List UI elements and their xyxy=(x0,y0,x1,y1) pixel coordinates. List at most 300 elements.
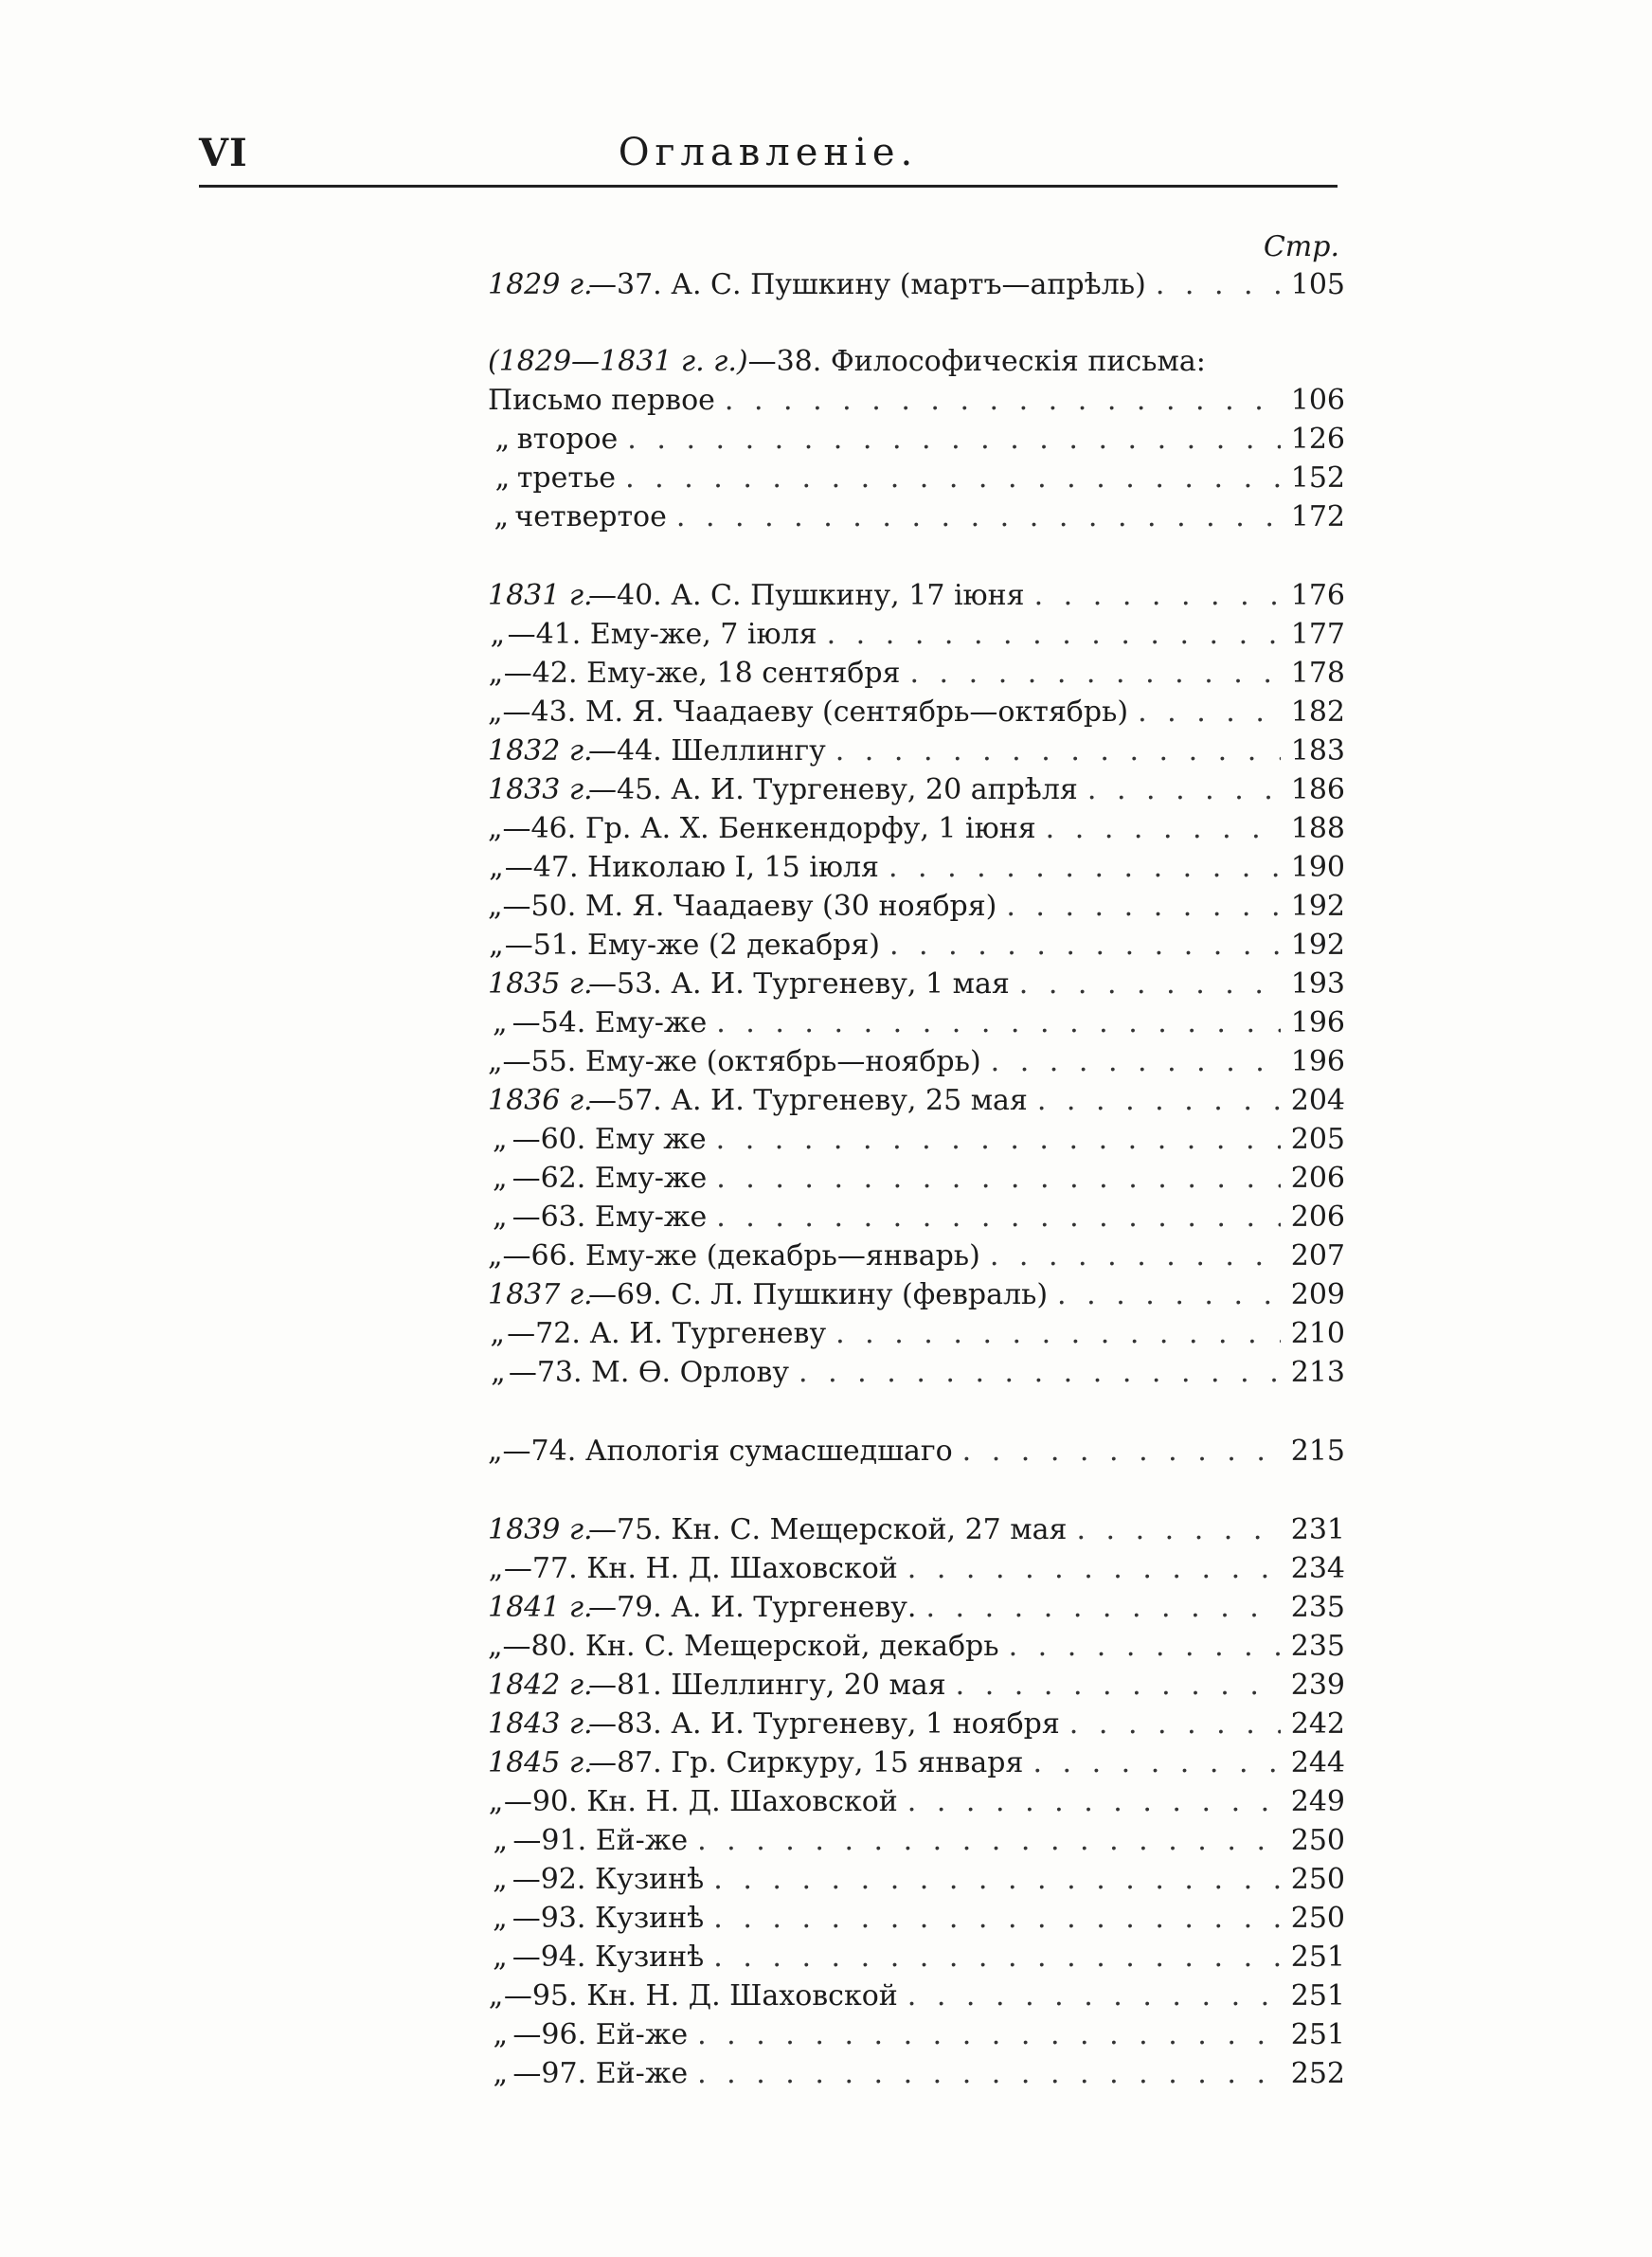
toc-row xyxy=(488,887,1345,926)
toc-dash: — xyxy=(588,734,617,767)
toc-year: 1842 г. xyxy=(488,1669,593,1702)
toc-title: А. С. Пушкину (мартъ—апрѣль) xyxy=(671,268,1146,301)
toc-number: 87. xyxy=(617,1746,662,1779)
toc-number: 73. xyxy=(536,1356,583,1389)
toc-number: 75. xyxy=(617,1513,662,1546)
toc-year: 1835 г. xyxy=(488,967,593,1001)
toc-number: 69. xyxy=(617,1278,662,1311)
toc-title: М. Ѳ. Орлову xyxy=(591,1356,790,1389)
toc-entry xyxy=(541,2054,688,2093)
toc-row xyxy=(488,693,1345,731)
toc-entry xyxy=(617,965,1010,1003)
ditto-mark: „ xyxy=(494,461,511,495)
toc-number: 62. xyxy=(540,1162,586,1195)
toc-row xyxy=(488,770,1345,809)
toc-page: 251 xyxy=(1290,1941,1345,1974)
leader-dots xyxy=(962,1432,1281,1471)
toc-dash: — xyxy=(512,1201,541,1234)
toc-number: 53. xyxy=(617,967,662,1001)
toc-dash: — xyxy=(588,1513,617,1546)
toc-title: Кузинѣ xyxy=(594,1863,705,1896)
toc-entry xyxy=(541,1198,708,1237)
toc-entry xyxy=(532,654,901,693)
toc-number: 66. xyxy=(530,1239,577,1273)
toc-title: Ему-же xyxy=(594,1162,708,1195)
toc-page: 235 xyxy=(1290,1630,1345,1663)
toc-row xyxy=(488,731,1345,770)
toc-row xyxy=(488,615,1345,654)
toc-dash: — xyxy=(507,1317,536,1350)
leader-dots xyxy=(990,1237,1281,1275)
leader-dots xyxy=(1032,1743,1281,1782)
leader-dots xyxy=(625,459,1281,497)
toc-row xyxy=(488,1275,1345,1314)
toc-year: 1837 г. xyxy=(488,1278,593,1311)
toc-title: Ей-же xyxy=(595,2018,689,2051)
toc-row xyxy=(488,265,1345,304)
toc-row xyxy=(488,1821,1345,1860)
toc-page: 152 xyxy=(1290,461,1345,495)
toc-row xyxy=(488,1743,1345,1782)
toc-row xyxy=(488,1666,1345,1705)
toc-year: „ xyxy=(490,618,506,651)
toc-title: Шеллингу xyxy=(671,734,826,767)
leader-dots xyxy=(907,1549,1281,1588)
toc-title: Николаю I, 15 іюля xyxy=(587,851,879,884)
leader-dots xyxy=(697,2054,1281,2093)
toc-page: 176 xyxy=(1290,579,1345,612)
toc-number: 54. xyxy=(540,1006,586,1039)
header-rule xyxy=(199,185,1338,188)
toc-page: 250 xyxy=(1290,1902,1345,1935)
toc-entry xyxy=(541,1860,705,1899)
toc-dash: — xyxy=(502,1239,531,1273)
toc-dash: — xyxy=(507,618,536,651)
toc-title: Кн. Н. Д. Шаховской xyxy=(586,1785,898,1818)
toc-row xyxy=(488,926,1345,965)
toc-row xyxy=(488,848,1345,887)
toc-entry xyxy=(531,1237,980,1275)
toc-dash: — xyxy=(512,1902,541,1935)
toc-dash: — xyxy=(588,1591,617,1624)
toc-entry xyxy=(531,887,997,926)
leader-dots xyxy=(1019,965,1281,1003)
toc-dash: — xyxy=(502,890,531,923)
toc-page: 242 xyxy=(1290,1707,1345,1741)
toc-number: 44. xyxy=(617,734,662,767)
toc-year: „ xyxy=(489,929,504,962)
toc-dash: — xyxy=(588,1669,617,1702)
toc-title: Ей-же xyxy=(595,1824,689,1857)
toc-title: Ему-же, 18 сентября xyxy=(586,657,901,690)
toc-year: „ xyxy=(493,1006,508,1039)
toc-row xyxy=(488,1353,1345,1392)
toc-row xyxy=(488,1159,1345,1198)
toc-year: 1843 г. xyxy=(488,1707,593,1741)
toc-title: Апологія сумасшедшаго xyxy=(584,1435,953,1468)
toc-entry xyxy=(541,2015,688,2054)
toc-year: „ xyxy=(493,1162,508,1195)
toc-row xyxy=(488,1314,1345,1353)
leader-dots xyxy=(676,497,1281,536)
leader-dots xyxy=(1069,1705,1281,1743)
toc-dash: — xyxy=(502,1435,531,1468)
toc-number: 60. xyxy=(540,1123,586,1156)
toc-year: „ xyxy=(488,1979,504,2013)
toc-row xyxy=(488,420,1345,459)
leader-dots xyxy=(716,1159,1281,1198)
toc-title: Шеллингу, 20 мая xyxy=(671,1669,946,1702)
toc-page: 106 xyxy=(1290,384,1345,417)
toc-row xyxy=(488,1977,1345,2015)
toc-dash: — xyxy=(588,1084,617,1117)
toc-number: 74. xyxy=(530,1435,577,1468)
toc-title: третье xyxy=(516,461,617,495)
toc-page: 234 xyxy=(1290,1552,1345,1585)
toc-page: 205 xyxy=(1290,1123,1345,1156)
leader-dots xyxy=(889,848,1281,887)
toc-number: 91. xyxy=(541,1824,587,1857)
toc-dash: — xyxy=(588,773,617,806)
leader-dots xyxy=(1087,770,1281,809)
toc-page: 215 xyxy=(1290,1435,1345,1468)
leader-dots xyxy=(697,2015,1281,2054)
page-column-label: Стр. xyxy=(1263,230,1339,263)
toc-page: 244 xyxy=(1290,1746,1345,1779)
toc-dash: — xyxy=(512,1863,541,1896)
leader-dots xyxy=(716,1120,1281,1159)
toc-number: 95. xyxy=(531,1979,578,2013)
leader-dots xyxy=(713,1899,1281,1938)
toc-dash: — xyxy=(512,2057,542,2090)
toc-dash: — xyxy=(588,967,617,1001)
toc-page: 252 xyxy=(1290,2057,1345,2090)
leader-dots xyxy=(697,1821,1281,1860)
toc-number: 55. xyxy=(530,1045,577,1078)
toc-row xyxy=(488,497,1345,536)
toc-row xyxy=(488,1003,1345,1042)
toc-row xyxy=(488,1510,1345,1549)
toc-page: 210 xyxy=(1290,1317,1345,1350)
leader-dots xyxy=(716,1003,1281,1042)
toc-row xyxy=(488,1549,1345,1588)
toc-page: 235 xyxy=(1290,1591,1345,1624)
leader-dots xyxy=(627,420,1281,459)
toc-number: 81. xyxy=(617,1669,662,1702)
leader-dots xyxy=(907,1782,1281,1821)
toc-entry xyxy=(541,1120,707,1159)
toc-entry xyxy=(617,1588,916,1627)
toc-entry xyxy=(531,1627,999,1666)
toc-year: „ xyxy=(488,890,503,923)
toc-year: „ xyxy=(493,1902,508,1935)
toc-entry xyxy=(617,770,1078,809)
leader-dots xyxy=(1046,809,1281,848)
toc-title: четвертое xyxy=(514,500,667,533)
toc-dash: — xyxy=(503,1552,532,1585)
table-of-contents xyxy=(488,229,1345,2093)
toc-title: А. И. Тургеневу, 1 мая xyxy=(671,967,1010,1001)
toc-year: 1841 г. xyxy=(488,1591,593,1624)
toc-entry xyxy=(535,1314,826,1353)
toc-dash: — xyxy=(512,1162,541,1195)
toc-number: 77. xyxy=(531,1552,578,1585)
toc-year: „ xyxy=(493,2057,508,2090)
toc-row xyxy=(488,1705,1345,1743)
toc-number: 96. xyxy=(541,2018,587,2051)
toc-row xyxy=(488,381,1345,420)
toc-page: 105 xyxy=(1290,268,1345,301)
toc-year: 1839 г. xyxy=(488,1513,593,1546)
leader-dots xyxy=(1057,1275,1281,1314)
toc-year: „ xyxy=(488,695,503,729)
toc-number: 79. xyxy=(617,1591,662,1624)
toc-year: 1831 г. xyxy=(488,579,593,612)
toc-dash: — xyxy=(503,657,532,690)
toc-page: 126 xyxy=(1290,423,1345,456)
toc-dash: — xyxy=(502,695,531,729)
toc-row xyxy=(488,1627,1345,1666)
toc-row xyxy=(488,459,1345,497)
toc-number: 63. xyxy=(540,1201,586,1234)
toc-title: А. И. Тургеневу, 20 апрѣля xyxy=(671,773,1078,806)
toc-dash: — xyxy=(588,1278,617,1311)
toc-year: 1832 г. xyxy=(488,734,593,767)
leader-dots xyxy=(835,1314,1281,1353)
toc-year: „ xyxy=(493,1941,508,1974)
toc-title: Ему-же (декабрь—январь) xyxy=(584,1239,980,1273)
toc-title: Кн. Н. Д. Шаховской xyxy=(586,1979,898,2013)
toc-dash: — xyxy=(504,851,533,884)
leader-dots xyxy=(1034,576,1281,615)
toc-entry xyxy=(541,1003,708,1042)
toc-row xyxy=(488,1120,1345,1159)
toc-page: 250 xyxy=(1290,1824,1345,1857)
toc-number: 97. xyxy=(541,2057,587,2090)
toc-number: 40. xyxy=(617,579,662,612)
toc-page: 239 xyxy=(1290,1669,1345,1702)
toc-dash: — xyxy=(503,1785,532,1818)
leader-dots xyxy=(713,1938,1281,1977)
toc-entry xyxy=(617,1666,946,1705)
toc-year: „ xyxy=(491,1356,506,1389)
toc-year: „ xyxy=(493,2018,508,2051)
toc-title: Кузинѣ xyxy=(594,1941,705,1974)
toc-number: 42. xyxy=(531,657,578,690)
leader-dots xyxy=(835,731,1281,770)
leader-dots xyxy=(827,615,1281,654)
toc-dash: — xyxy=(512,1123,541,1156)
toc-dash: — xyxy=(504,929,533,962)
toc-number: 80. xyxy=(530,1630,577,1663)
toc-entry xyxy=(617,265,1146,304)
toc-heading-years: (1829—1831 г. г.) xyxy=(488,345,748,378)
toc-year: „ xyxy=(488,1630,503,1663)
toc-entry xyxy=(532,1782,898,1821)
toc-entry xyxy=(531,693,1129,731)
toc-dash: — xyxy=(512,1006,541,1039)
ditto-mark: „ xyxy=(494,423,511,456)
toc-row xyxy=(488,809,1345,848)
toc-title: С. Л. Пушкину (февраль) xyxy=(671,1278,1049,1311)
toc-title: Гр. Сиркуру, 15 января xyxy=(671,1746,1024,1779)
toc-page: 172 xyxy=(1290,500,1345,533)
toc-row xyxy=(488,654,1345,693)
toc-year: „ xyxy=(488,812,503,845)
toc-year: „ xyxy=(488,1785,504,1818)
toc-title: Ей-же xyxy=(595,2057,689,2090)
toc-page: 192 xyxy=(1290,929,1345,962)
toc-row xyxy=(488,1899,1345,1938)
toc-row xyxy=(488,1938,1345,1977)
toc-row xyxy=(488,1860,1345,1899)
leader-dots xyxy=(889,926,1281,965)
leader-dots xyxy=(1006,887,1281,926)
leader-dots xyxy=(799,1353,1281,1392)
leader-dots xyxy=(991,1042,1281,1081)
toc-number: 93. xyxy=(540,1902,586,1935)
toc-dash: — xyxy=(508,1356,537,1389)
toc-page: 206 xyxy=(1290,1162,1345,1195)
ditto-mark: „ xyxy=(494,500,509,533)
toc-dash: — xyxy=(512,1824,542,1857)
toc-entry xyxy=(537,1353,789,1392)
toc-page: 207 xyxy=(1290,1239,1345,1273)
toc-dash: — xyxy=(503,1979,532,2013)
toc-entry xyxy=(531,1432,953,1471)
toc-entry xyxy=(617,1081,1028,1120)
leader-dots xyxy=(1037,1081,1281,1120)
toc-dash: — xyxy=(588,1746,617,1779)
toc-year: „ xyxy=(493,1123,508,1156)
toc-heading-text: —38. Философическія письма: xyxy=(747,345,1206,378)
toc-year: „ xyxy=(488,1045,503,1078)
toc-year: „ xyxy=(493,1824,508,1857)
toc-number: 46. xyxy=(530,812,577,845)
toc-number: 50. xyxy=(530,890,577,923)
toc-row xyxy=(488,1042,1345,1081)
toc-row xyxy=(488,965,1345,1003)
toc-title: Ему-же xyxy=(594,1201,708,1234)
leader-dots xyxy=(956,1666,1281,1705)
toc-page: 251 xyxy=(1290,2018,1345,2051)
toc-heading xyxy=(488,342,1345,381)
toc-page: 251 xyxy=(1290,1979,1345,2013)
toc-title: Кн. С. Мещерской, 27 мая xyxy=(671,1513,1068,1546)
toc-entry xyxy=(531,809,1036,848)
toc-number: 72. xyxy=(535,1317,581,1350)
toc-entry xyxy=(541,1899,705,1938)
toc-entry xyxy=(617,1275,1048,1314)
toc-page: 193 xyxy=(1290,967,1345,1001)
leader-dots xyxy=(713,1860,1281,1899)
toc-entry xyxy=(532,1977,898,2015)
toc-title: Кн. С. Мещерской, декабрь xyxy=(584,1630,999,1663)
leader-dots xyxy=(716,1198,1281,1237)
toc-entry xyxy=(532,1549,898,1588)
toc-dash: — xyxy=(512,1941,541,1974)
toc-entry xyxy=(541,1938,705,1977)
toc-entry xyxy=(533,848,879,887)
toc-page: 190 xyxy=(1290,851,1345,884)
toc-title: Ему-же, 7 іюля xyxy=(589,618,817,651)
leader-dots xyxy=(1156,265,1281,304)
toc-entry xyxy=(617,576,1025,615)
leader-dots xyxy=(907,1977,1281,2015)
running-title: Оглавленіе. xyxy=(618,131,919,174)
toc-year: „ xyxy=(490,1317,505,1350)
toc-row xyxy=(488,2015,1345,2054)
leader-dots xyxy=(725,381,1281,420)
leader-dots xyxy=(1009,1627,1281,1666)
toc-title: Ему-же (октябрь—ноябрь) xyxy=(584,1045,981,1078)
toc-page: 182 xyxy=(1290,695,1345,729)
toc-page: 209 xyxy=(1290,1278,1345,1311)
toc-dash: — xyxy=(512,2018,542,2051)
toc-row xyxy=(488,1588,1345,1627)
toc-year: „ xyxy=(488,657,504,690)
toc-page: 192 xyxy=(1290,890,1345,923)
toc-year: 1836 г. xyxy=(488,1084,593,1117)
toc-page: 196 xyxy=(1290,1006,1345,1039)
toc-number: 57. xyxy=(617,1084,662,1117)
toc-number: 51. xyxy=(532,929,579,962)
toc-page: 213 xyxy=(1290,1356,1345,1389)
toc-title: А. И. Тургеневу, 1 ноября xyxy=(671,1707,1060,1741)
toc-dash: — xyxy=(588,579,617,612)
toc-page: 186 xyxy=(1290,773,1345,806)
toc-row xyxy=(488,1237,1345,1275)
toc-title: Гр. А. Х. Бенкендорфу, 1 іюня xyxy=(584,812,1036,845)
toc-entry xyxy=(617,731,826,770)
toc-number: 45. xyxy=(617,773,662,806)
toc-row xyxy=(488,2054,1345,2093)
toc-number: 92. xyxy=(540,1863,586,1896)
toc-entry xyxy=(617,1743,1023,1782)
toc-page: 206 xyxy=(1290,1201,1345,1234)
toc-title: Ему же xyxy=(594,1123,707,1156)
toc-title: Кн. Н. Д. Шаховской xyxy=(586,1552,898,1585)
toc-year: „ xyxy=(493,1201,508,1234)
toc-page: 177 xyxy=(1290,618,1345,651)
toc-year: 1829 г. xyxy=(488,268,593,301)
leader-dots xyxy=(909,654,1281,693)
toc-year: „ xyxy=(488,1435,503,1468)
toc-dash: — xyxy=(588,1707,617,1741)
toc-page: 196 xyxy=(1290,1045,1345,1078)
toc-page: 231 xyxy=(1290,1513,1345,1546)
toc-title: Ему-же (2 декабря) xyxy=(586,929,880,962)
toc-number: 94. xyxy=(540,1941,586,1974)
toc-number: 90. xyxy=(531,1785,578,1818)
toc-title: второе xyxy=(516,423,619,456)
toc-dash: — xyxy=(502,812,531,845)
toc-row xyxy=(488,1782,1345,1821)
toc-entry xyxy=(531,1042,981,1081)
toc-number: 41. xyxy=(535,618,582,651)
toc-row xyxy=(488,576,1345,615)
toc-entry xyxy=(541,1821,688,1860)
toc-title: А. И. Тургеневу. xyxy=(671,1591,917,1624)
toc-page: 178 xyxy=(1290,657,1345,690)
toc-number: 83. xyxy=(617,1707,662,1741)
toc-entry xyxy=(617,1705,1060,1743)
toc-entry xyxy=(617,1510,1067,1549)
toc-number: 37. xyxy=(617,268,662,301)
toc-title: Кузинѣ xyxy=(594,1902,705,1935)
toc-row xyxy=(488,1081,1345,1120)
toc-number: 47. xyxy=(532,851,579,884)
